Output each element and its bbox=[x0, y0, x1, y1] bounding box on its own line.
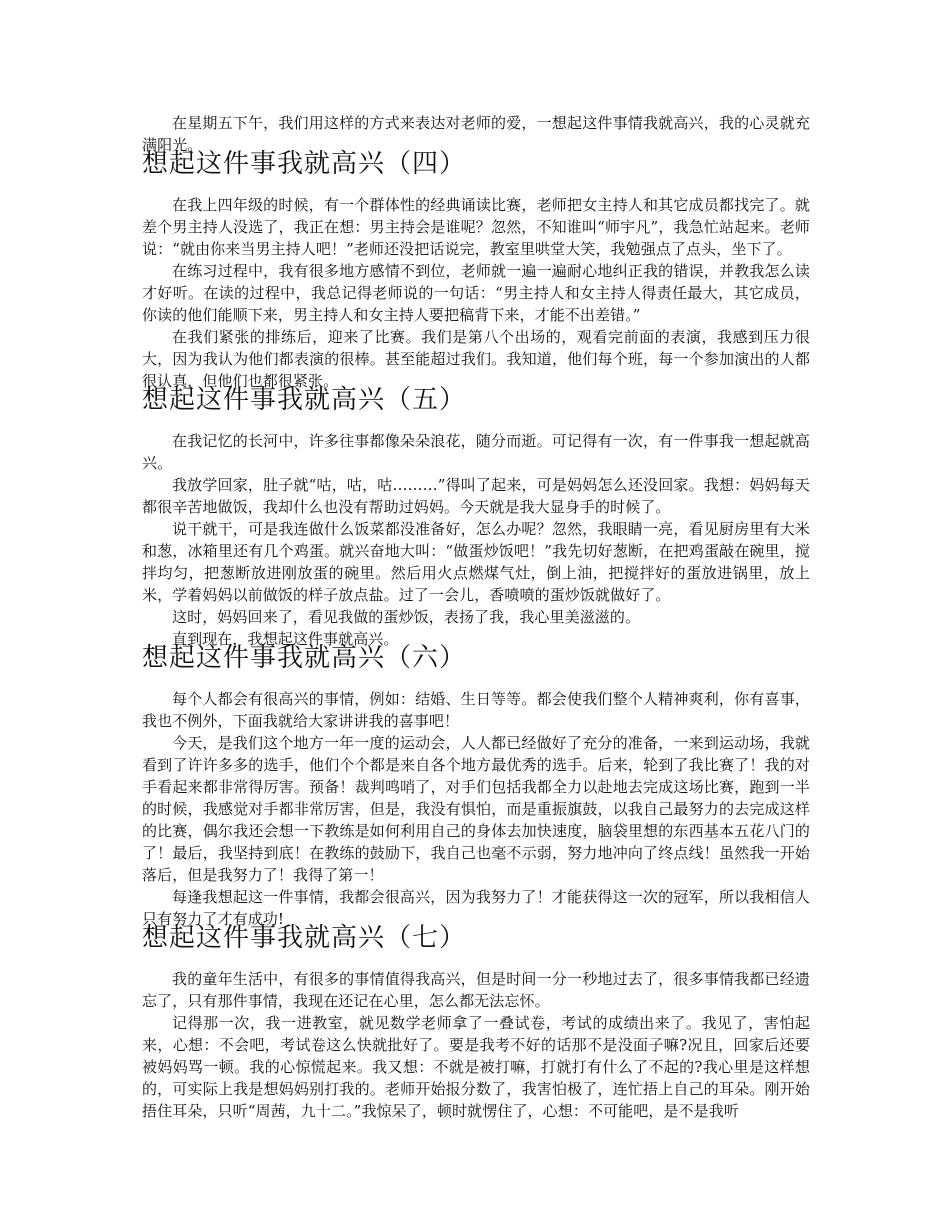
body-paragraph: 在我上四年级的时候，有一个群体性的经典诵读比赛，老师把女主持人和其它成员都找完了。就差个男主持人没选了，我正在想：男主持会是谁呢？忽然，不知谁叫“师宇凡”，我急忙站起来。老师说：“就由你来当男主持人吧！”老师还没把话说完，教室里哄堂大笑，我勉强点了点头，坐下了。 bbox=[142, 196, 810, 258]
section-heading: 想起这件事我就高兴（四） bbox=[142, 149, 467, 179]
section-heading: 想起这件事我就高兴（七） bbox=[142, 923, 467, 953]
body-paragraph: 每逢我想起这一件事情，我都会很高兴，因为我努力了！才能获得这一次的冠军，所以我相信人只有努力了才有成功! bbox=[142, 888, 810, 928]
body-paragraph: 我的童年生活中，有很多的事情值得我高兴，但是时间一分一秒地过去了，很多事情我都已经遗忘了，只有那件事情，我现在还记在心里，怎么都无法忘怀。 bbox=[142, 970, 810, 1010]
body-paragraph: 直到现在，我想起这件事就高兴。 bbox=[172, 630, 399, 648]
document-body bbox=[142, 112, 810, 1122]
body-paragraph: 在练习过程中，我有很多地方感情不到位，老师就一遍一遍耐心地纠正我的错误，并教我怎么读才好听。在读的过程中，我总记得老师说的一句话：“男主持人和女主持人得责任最大，其它成员，你读的他们能顺下来，男主持人和女主持人要把稿背下来，才能不出差错。” bbox=[142, 262, 810, 324]
section-heading: 想起这件事我就高兴（五） bbox=[142, 385, 467, 415]
section-heading: 想起这件事我就高兴（六） bbox=[142, 643, 467, 673]
body-paragraph: 说干就干，可是我连做什么饭菜都没准备好，怎么办呢？忽然，我眼睛一亮，看见厨房里有大米和葱，冰箱里还有几个鸡蛋。就兴奋地大叫：“做蛋炒饭吧！”我先切好葱断，在把鸡蛋敲在碗里，搅拌均匀，把葱断放进刚放蛋的碗里。然后用火点燃煤气灶，倒上油，把搅拌好的蛋放进锅里，放上米，学着妈妈以前做饭的样子放点盐。过了一会儿，香喷喷的蛋炒饭就做好了。 bbox=[142, 520, 810, 604]
body-paragraph: 今天，是我们这个地方一年一度的运动会，人人都已经做好了充分的准备，一来到运动场，我就看到了许许多多的选手，他们个个都是来自各个地方最优秀的选手。后来，轮到了我比赛了！我的对手看起来都非常得厉害。预备！裁判鸣哨了，对手们包括我都全力以赴地去完成这场比赛，跑到一半的时候，我感觉对手都非常厉害，但是，我没有惧怕，而是重振旗鼓，以我自己最努力的去完成这样的比赛，偶尔我还会想一下教练是如何利用自己的身体去加快速度，脑袋里想的东西基本五花八门的了！最后，我坚持到底！在教练的鼓励下，我自己也毫不示弱，努力地冲向了终点线！虽然我一开始落后，但是我努力了！我得了第一！ bbox=[142, 734, 810, 884]
body-paragraph: 在星期五下午，我们用这样的方式来表达对老师的爱，一想起这件事情我就高兴，我的心灵就充满阳光。 bbox=[142, 114, 810, 154]
body-paragraph: 每个人都会有很高兴的事情，例如：结婚、生日等等。都会使我们整个人精神爽利，你有喜事，我也不例外，下面我就给大家讲讲我的喜事吧！ bbox=[142, 690, 810, 730]
body-paragraph: 在我们紧张的排练后，迎来了比赛。我们是第八个出场的，观看完前面的表演，我感到压力很大，因为我认为他们都表演的很棒。甚至能超过我们。我知道，他们每个班，每一个参加演出的人都很认真，但他们也都很紧张。 bbox=[142, 328, 810, 390]
body-paragraph: 这时，妈妈回来了，看见我做的蛋炒饭，表扬了我，我心里美滋滋的。 bbox=[172, 608, 641, 626]
body-paragraph: 我放学回家，肚子就“咕，咕，咕………”得叫了起来，可是妈妈怎么还没回家。我想：妈妈每天都很辛苦地做饭，我却什么也没有帮助过妈妈。今天就是我大显身手的时候了。 bbox=[142, 476, 810, 516]
body-paragraph: 记得那一次，我一进教室，就见数学老师拿了一叠试卷，考试的成绩出来了。我见了，害怕起来，心想：不会吧，考试卷这么快就批好了。要是我考不好的话那不是没面子嘛?况且，回家后还要被妈妈骂一顿。我的心惊慌起来。我又想：不就是被打嘛，打就打有什么了不起的?我心里是这样想的，可实际上我是想妈妈别打我的。老师开始报分数了，我害怕极了，连忙捂上自己的耳朵。刚开始捂住耳朵，只听“周茜，九十二。”我惊呆了，顿时就愣住了，心想：不可能吧，是不是我听 bbox=[142, 1014, 810, 1120]
body-paragraph: 在我记忆的长河中，许多往事都像朵朵浪花，随分而逝。可记得有一次，有一件事我一想起就高兴。 bbox=[142, 432, 810, 472]
